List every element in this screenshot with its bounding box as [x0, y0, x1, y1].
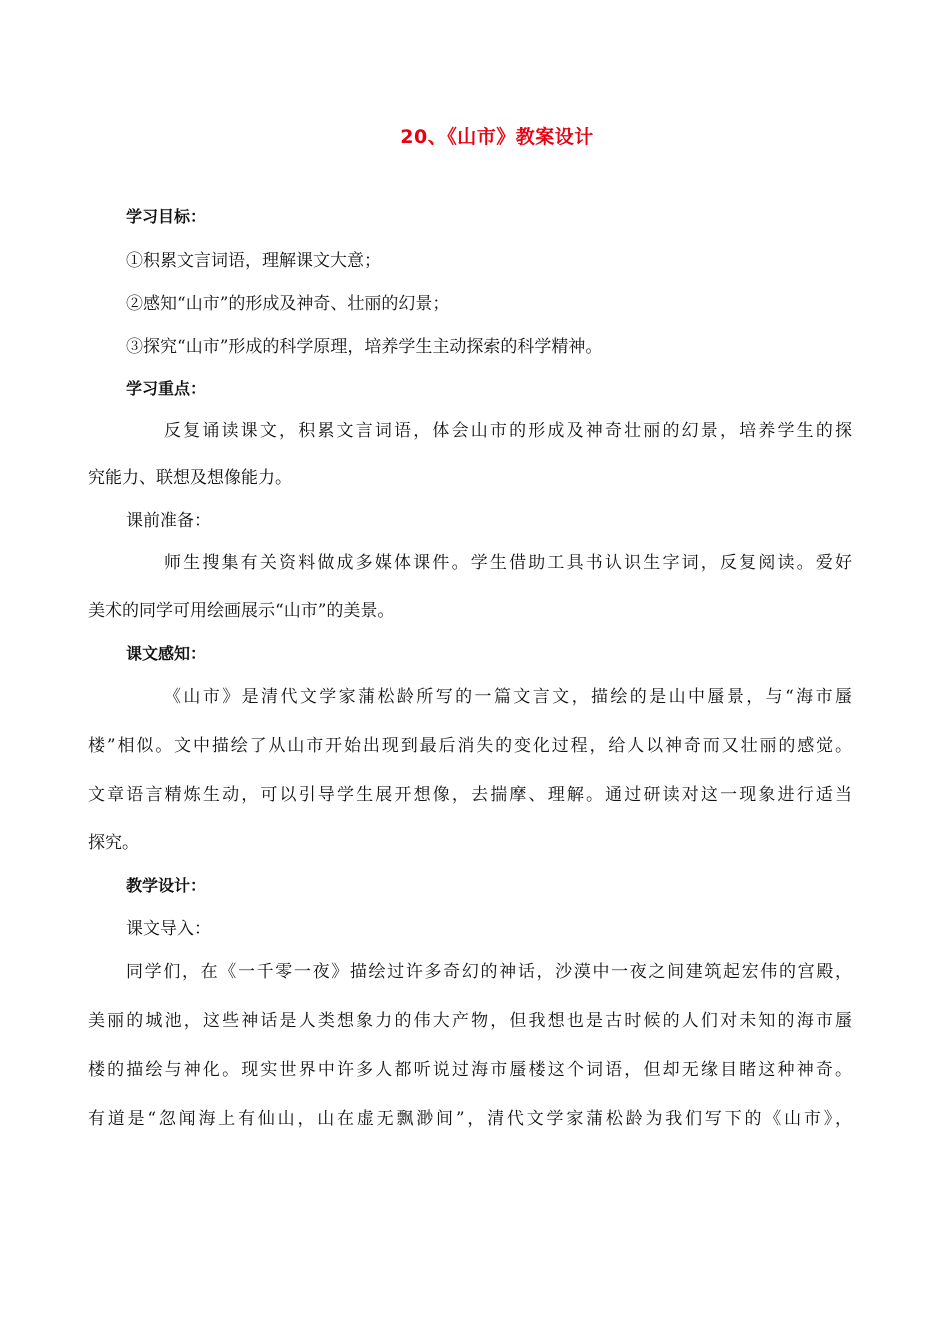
document-title: 20、《山市》教案设计	[400, 126, 594, 148]
design-paragraph-line: 同学们，在《一千零一夜》描绘过许多奇幻的神话，沙漠中一夜之间建筑起宏伟的宫殿，	[126, 962, 852, 982]
perception-heading: 课文感知：	[126, 644, 207, 663]
objective-item: ②感知“山市”的形成及神奇、壮丽的幻景；	[126, 294, 450, 314]
design-paragraph-line: 楼的描绘与神化。现实世界中许多人都听说过海市蜃楼这个词语，但却无缘目睹这种神奇。	[88, 1060, 852, 1080]
objectives-heading: 学习目标：	[126, 207, 207, 226]
design-paragraph-line: 美丽的城池，这些神话是人类想象力的伟大产物，但我想也是古时候的人们对未知的海市蜃	[88, 1011, 852, 1031]
intro-label: 课文导入：	[126, 919, 211, 939]
focus-paragraph-line: 究能力、联想及想像能力。	[88, 468, 292, 488]
preparation-paragraph-line: 师生搜集有关资料做成多媒体课件。学生借助工具书认识生字词，反复阅读。爱好	[164, 553, 852, 573]
perception-paragraph-line: 文章语言精炼生动，可以引导学生展开想像，去揣摩、理解。通过研读对这一现象进行适当	[88, 785, 852, 805]
preparation-heading: 课前准备：	[126, 511, 211, 531]
design-paragraph-line: 有道是“忽闻海上有仙山，山在虚无飘渺间”，清代文学家蒲松龄为我们写下的《山市》，	[88, 1109, 852, 1129]
focus-heading: 学习重点：	[126, 379, 207, 398]
objective-item: ③探究“山市”形成的科学原理，培养学生主动探索的科学精神。	[126, 337, 603, 357]
design-heading: 教学设计：	[126, 876, 207, 895]
perception-paragraph-line: 探究。	[88, 833, 139, 853]
objective-item: ①积累文言词语，理解课文大意；	[126, 251, 381, 271]
perception-paragraph-line: 楼”相似。文中描绘了从山市开始出现到最后消失的变化过程，给人以神奇而又壮丽的感觉。	[88, 736, 852, 756]
perception-paragraph-line: 《山市》是清代文学家蒲松龄所写的一篇文言文，描绘的是山中蜃景，与“海市蜃	[164, 687, 852, 707]
focus-paragraph-line: 反复诵读课文，积累文言词语，体会山市的形成及神奇壮丽的幻景，培养学生的探	[164, 421, 852, 441]
preparation-paragraph-line: 美术的同学可用绘画展示“山市”的美景。	[88, 601, 395, 621]
